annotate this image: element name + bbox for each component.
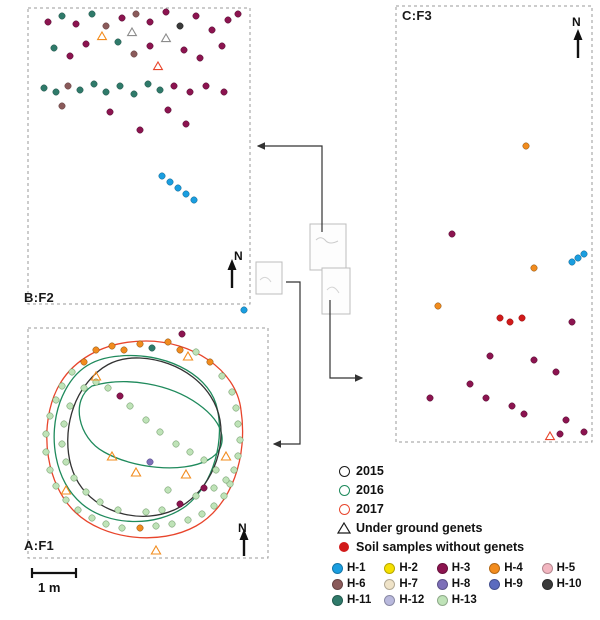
circle-outline-icon	[332, 466, 356, 477]
panel-b-frame	[28, 8, 250, 304]
haplotype-swatch-icon	[384, 595, 395, 606]
legend-haplotype-label: H-3	[451, 562, 471, 574]
legend-haplotype-h9	[489, 578, 541, 590]
legend-row-2015	[332, 462, 594, 480]
panel-c-points	[427, 143, 587, 440]
haplotype-swatch-icon	[437, 579, 448, 590]
legend-row-soil-samples	[332, 538, 594, 556]
legend-label-2017: 2017	[356, 502, 384, 516]
legend-haplotype-h1	[332, 562, 384, 574]
haplotype-swatch-icon	[332, 595, 343, 606]
panel-label-f3: C:F3	[402, 8, 433, 23]
north-arrow-panel-b	[228, 259, 237, 288]
legend-haplotype-h2	[384, 562, 436, 574]
legend-haplotype-label: H-2	[399, 562, 418, 574]
legend-haplotype-label: H-13	[451, 594, 477, 606]
haplotype-swatch-icon	[489, 579, 500, 590]
legend-haplotype-h6	[332, 578, 384, 590]
legend-label-2016: 2016	[356, 483, 384, 497]
legend-haplotype-label: H-7	[399, 578, 418, 590]
legend-haplotype-h4	[489, 562, 541, 574]
legend-haplotype-label: H-6	[347, 578, 366, 590]
circle-outline-icon	[332, 485, 356, 496]
haplotype-swatch-icon	[437, 595, 448, 606]
north-label-panel-c: N	[572, 15, 581, 29]
legend-haplotype-label: H-1	[347, 562, 366, 574]
haplotype-swatch-icon	[384, 563, 395, 574]
haplotype-swatch-icon	[332, 579, 343, 590]
legend-haplotype-h11	[332, 594, 384, 606]
haplotype-swatch-icon	[542, 579, 553, 590]
legend	[332, 462, 594, 606]
panel-c-frame	[396, 6, 592, 442]
circle-outline-icon	[332, 504, 356, 515]
haplotype-swatch-icon	[384, 579, 395, 590]
legend-haplotype-h13	[437, 594, 489, 606]
panel-b-points	[41, 9, 241, 203]
legend-haplotype-label: H-12	[399, 594, 425, 606]
legend-label-soil-samples: Soil samples without genets	[356, 540, 525, 554]
legend-haplotype-h12	[384, 594, 436, 606]
north-arrow-panel-c	[574, 29, 583, 58]
contour-2016-inner	[79, 382, 222, 468]
connector-to-panel-b	[258, 146, 322, 232]
legend-haplotype-h7	[384, 578, 436, 590]
scale-bar	[32, 568, 76, 578]
haplotype-swatch-icon	[437, 563, 448, 574]
legend-haplotype-label: H-11	[347, 594, 372, 606]
legend-label-2015: 2015	[356, 464, 384, 478]
legend-haplotype-h8	[437, 578, 489, 590]
legend-haplotype-label: H-4	[504, 562, 523, 574]
haplotype-swatch-icon	[332, 563, 343, 574]
legend-haplotype-h3	[437, 562, 489, 574]
legend-row-2016	[332, 481, 594, 499]
legend-haplotype-label: H-10	[556, 578, 582, 590]
panel-label-f2: B:F2	[24, 290, 55, 305]
inset-map-box-1	[310, 224, 346, 270]
north-label-panel-b: N	[234, 249, 243, 263]
legend-haplotype-label: H-5	[556, 562, 576, 574]
contour-2015	[68, 358, 221, 516]
scale-bar-label: 1 m	[38, 580, 61, 595]
haplotype-swatch-icon	[489, 563, 500, 574]
legend-haplotype-h10	[542, 578, 594, 590]
legend-haplotype-h5	[542, 562, 594, 574]
legend-haplotype-label: H-8	[451, 578, 471, 590]
north-label-panel-a: N	[238, 521, 247, 535]
legend-label-underground-genets: Under ground genets	[356, 521, 483, 535]
panel-label-f1: A:F1	[24, 538, 55, 553]
legend-haplotypes	[332, 562, 594, 606]
legend-row-2017	[332, 500, 594, 518]
legend-row-underground-genets	[332, 519, 594, 537]
connector-to-panel-a	[274, 282, 300, 444]
triangle-outline-icon	[332, 522, 356, 534]
haplotype-swatch-icon	[542, 563, 553, 574]
inset-map-box-3	[322, 268, 350, 314]
legend-haplotype-label: H-9	[504, 578, 523, 590]
filled-circle-icon	[332, 542, 356, 552]
inset-map-box-2	[256, 262, 282, 294]
